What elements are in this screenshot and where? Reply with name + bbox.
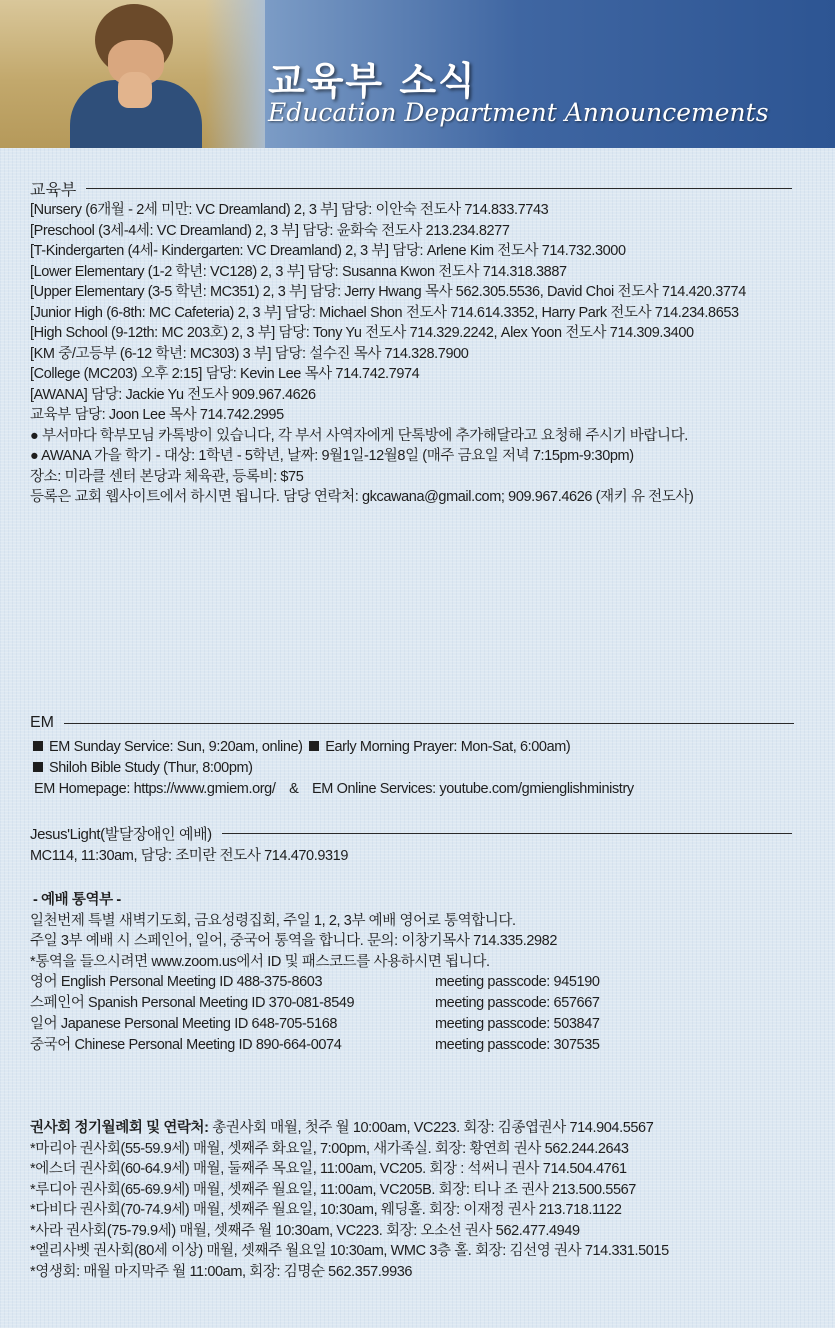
em-heading: EM xyxy=(30,714,54,731)
deaconess-group: *영생회: 매월 마지막주 월 11:00am, 회장: 김명순 562.357.9936 xyxy=(30,1263,413,1280)
section-divider xyxy=(86,188,792,189)
edu-line-awana: [AWANA] 담당: Jackie Yu 전도사 909.967.4626 xyxy=(30,386,316,403)
em-ampersand: & xyxy=(289,781,299,797)
jesus-light-info: MC114, 11:30am, 담당: 조미란 전도사 714.470.9319 xyxy=(30,848,349,864)
education-heading: 교육부 xyxy=(30,181,77,199)
deaconess-heading-row xyxy=(30,1118,810,1139)
em-bible-study: Shiloh Bible Study (Thur, 8:00pm) xyxy=(49,760,253,776)
section-divider xyxy=(64,723,794,724)
edu-line-nursery: [Nursery (6개월 - 2세 미만: VC Dreamland) 2, 3 부] 담당: 이안숙 전도사 714.833.7743 xyxy=(30,202,549,218)
edu-note-registration: 등록은 교회 웹사이트에서 하시면 됩니다. 담당 연락처: gkcawana@gmail.com; 909.967.4626 (재키 유 전도사) xyxy=(30,489,694,505)
meeting-passcode: meeting passcode: 945190 xyxy=(435,974,600,990)
em-header xyxy=(30,712,794,734)
meeting-id: 영어 English Personal Meeting ID 488-375-8603 xyxy=(30,974,323,990)
edu-line-lower-elementary: [Lower Elementary (1-2 학년: VC128) 2, 3 부] 담당: Susanna Kwon 전도사 714.318.3887 xyxy=(30,263,567,280)
deaconess-section xyxy=(30,1118,810,1282)
edu-note-kakao: ● 부서마다 학부모님 카톡방이 있습니다, 각 부서 사역자에게 단톡방에 추가해달라고 요청해 주시기 바랍니다. xyxy=(30,427,688,444)
edu-note-location: 장소: 미라클 센터 본당과 체육관, 등록비: $75 xyxy=(30,468,304,485)
page-subtitle: Education Department Announcements xyxy=(268,98,769,127)
meeting-row-spanish xyxy=(30,993,790,1014)
edu-line-preschool: [Preschool (3세-4세: VC Dreamland) 2, 3 부] 담당: 윤화숙 전도사 213.234.8277 xyxy=(30,222,510,239)
em-online-services: EM Online Services: youtube.com/gmienglishministry xyxy=(312,781,634,797)
edu-line-college: [College (MC203) 오후 2:15] 담당: Kevin Lee 목사 714.742.7974 xyxy=(30,366,420,382)
edu-note-awana-fall: ● AWANA 가을 학기 - 대상: 1학년 - 5학년, 날짜: 9월1일-12월8일 (매주 금요일 저녁 7:15pm-9:30pm) xyxy=(30,448,634,464)
education-section xyxy=(30,177,792,508)
deaconess-group: *에스더 권사회(60-64.9세) 매월, 둘째주 목요일, 11:00am, VC205. 회장 : 석써니 권사 714.504.4761 xyxy=(30,1161,627,1177)
square-bullet-icon xyxy=(33,762,43,772)
deaconess-group: *마리아 권사회(55-59.9세) 매월, 셋째주 화요일, 7:00pm, 새가족실. 회장: 황연희 권사 562.244.2643 xyxy=(30,1140,629,1157)
em-study-row xyxy=(30,758,794,779)
page-title: 교육부 소식 xyxy=(268,59,477,103)
edu-line-km: [KM 중/고등부 (6-12 학년: MC303) 3 부] 담당: 설수진 목사 714.328.7900 xyxy=(30,345,469,362)
interpretation-line: 일천번제 특별 새벽기도회, 금요성령집회, 주일 1, 2, 3부 예배 영어로 통역합니다. xyxy=(30,912,516,929)
meeting-row-english xyxy=(30,972,790,993)
section-divider xyxy=(222,833,792,834)
deaconess-group: *다비다 권사회(70-74.9세) 매월, 셋째주 월요일, 10:30am, 웨딩홀. 회장: 이재정 권사 213.718.1122 xyxy=(30,1202,622,1218)
meeting-row-japanese xyxy=(30,1014,790,1035)
jesus-light-heading: Jesus'Light(발달장애인 예배) xyxy=(30,825,212,843)
em-morning-prayer: Early Morning Prayer: Mon-Sat, 6:00am) xyxy=(325,739,571,755)
meeting-passcode: meeting passcode: 307535 xyxy=(435,1037,600,1053)
education-list xyxy=(30,200,792,508)
education-header xyxy=(30,177,792,199)
deaconess-group: *사라 권사회(75-79.9세) 매월, 셋째주 월 10:30am, VC223. 회장: 오소선 권사 562.477.4949 xyxy=(30,1222,580,1239)
meeting-passcode: meeting passcode: 503847 xyxy=(435,1016,600,1032)
meeting-id: 중국어 Chinese Personal Meeting ID 890-664-0074 xyxy=(30,1037,342,1053)
interpretation-line: 주일 3부 예배 시 스페인어, 일어, 중국어 통역을 합니다. 문의: 이창기목사 714.335.2982 xyxy=(30,933,557,949)
meeting-passcode: meeting passcode: 657667 xyxy=(435,995,600,1011)
em-service-row xyxy=(30,737,794,758)
jesus-light-section xyxy=(30,822,792,867)
edu-line-high-school: [High School (9-12th: MC 203호) 2, 3 부] 담당: Tony Yu 전도사 714.329.2242, Alex Yoon 전도사 714.309.3400 xyxy=(30,325,694,341)
square-bullet-icon xyxy=(309,741,319,751)
meeting-id: 스페인어 Spanish Personal Meeting ID 370-081-8549 xyxy=(30,995,355,1011)
edu-line-upper-elementary: [Upper Elementary (3-5 학년: MC351) 2, 3 부] 담당: Jerry Hwang 목사 562.305.5536, David Choi 전도사 714.420.3774 xyxy=(30,284,746,300)
edu-line-junior-high: [Junior High (6-8th: MC Cafeteria) 2, 3 부] 담당: Michael Shon 전도사 714.614.3352, Harry Park 전도사 714.234.8653 xyxy=(30,304,739,321)
deaconess-heading: 권사회 정기월례회 및 연락처: xyxy=(30,1120,209,1136)
header-banner xyxy=(0,0,835,148)
em-links-row xyxy=(30,779,794,800)
deaconess-group: *엘리사벳 권사회(80세 이상) 매월, 셋째주 월요일 10:30am, WMC 3층 홀. 회장: 김선영 권사 714.331.5015 xyxy=(30,1243,669,1259)
deaconess-group: *루디아 권사회(65-69.9세) 매월, 셋째주 월요일, 11:00am, VC205B. 회장: 티나 조 권사 213.500.5567 xyxy=(30,1181,636,1198)
em-section xyxy=(30,712,794,800)
praying-child-photo xyxy=(0,0,265,148)
jesus-light-header xyxy=(30,822,792,844)
edu-line-kindergarten: [T-Kindergarten (4세- Kindergarten: VC Dreamland) 2, 3 부] 담당: Arlene Kim 전도사 714.732.3000 xyxy=(30,243,626,259)
edu-line-director: 교육부 담당: Joon Lee 목사 714.742.2995 xyxy=(30,407,284,423)
em-homepage: EM Homepage: https://www.gmiem.org/ xyxy=(34,781,276,797)
interpretation-line: *통역을 들으시려면 www.zoom.us에서 ID 및 패스코드를 사용하시면 됩니다. xyxy=(30,953,490,970)
meeting-row-chinese xyxy=(30,1035,790,1056)
interpretation-section xyxy=(30,890,790,1056)
em-sunday-service: EM Sunday Service: Sun, 9:20am, online) xyxy=(49,739,303,755)
deaconess-general: 총권사회 매월, 첫주 월 10:00am, VC223. 회장: 김종엽권사 714.904.5567 xyxy=(208,1120,654,1136)
folded-hands xyxy=(118,72,152,108)
square-bullet-icon xyxy=(33,741,43,751)
interpretation-heading: - 예배 통역부 - xyxy=(33,892,121,908)
meeting-id: 일어 Japanese Personal Meeting ID 648-705-5168 xyxy=(30,1016,338,1032)
